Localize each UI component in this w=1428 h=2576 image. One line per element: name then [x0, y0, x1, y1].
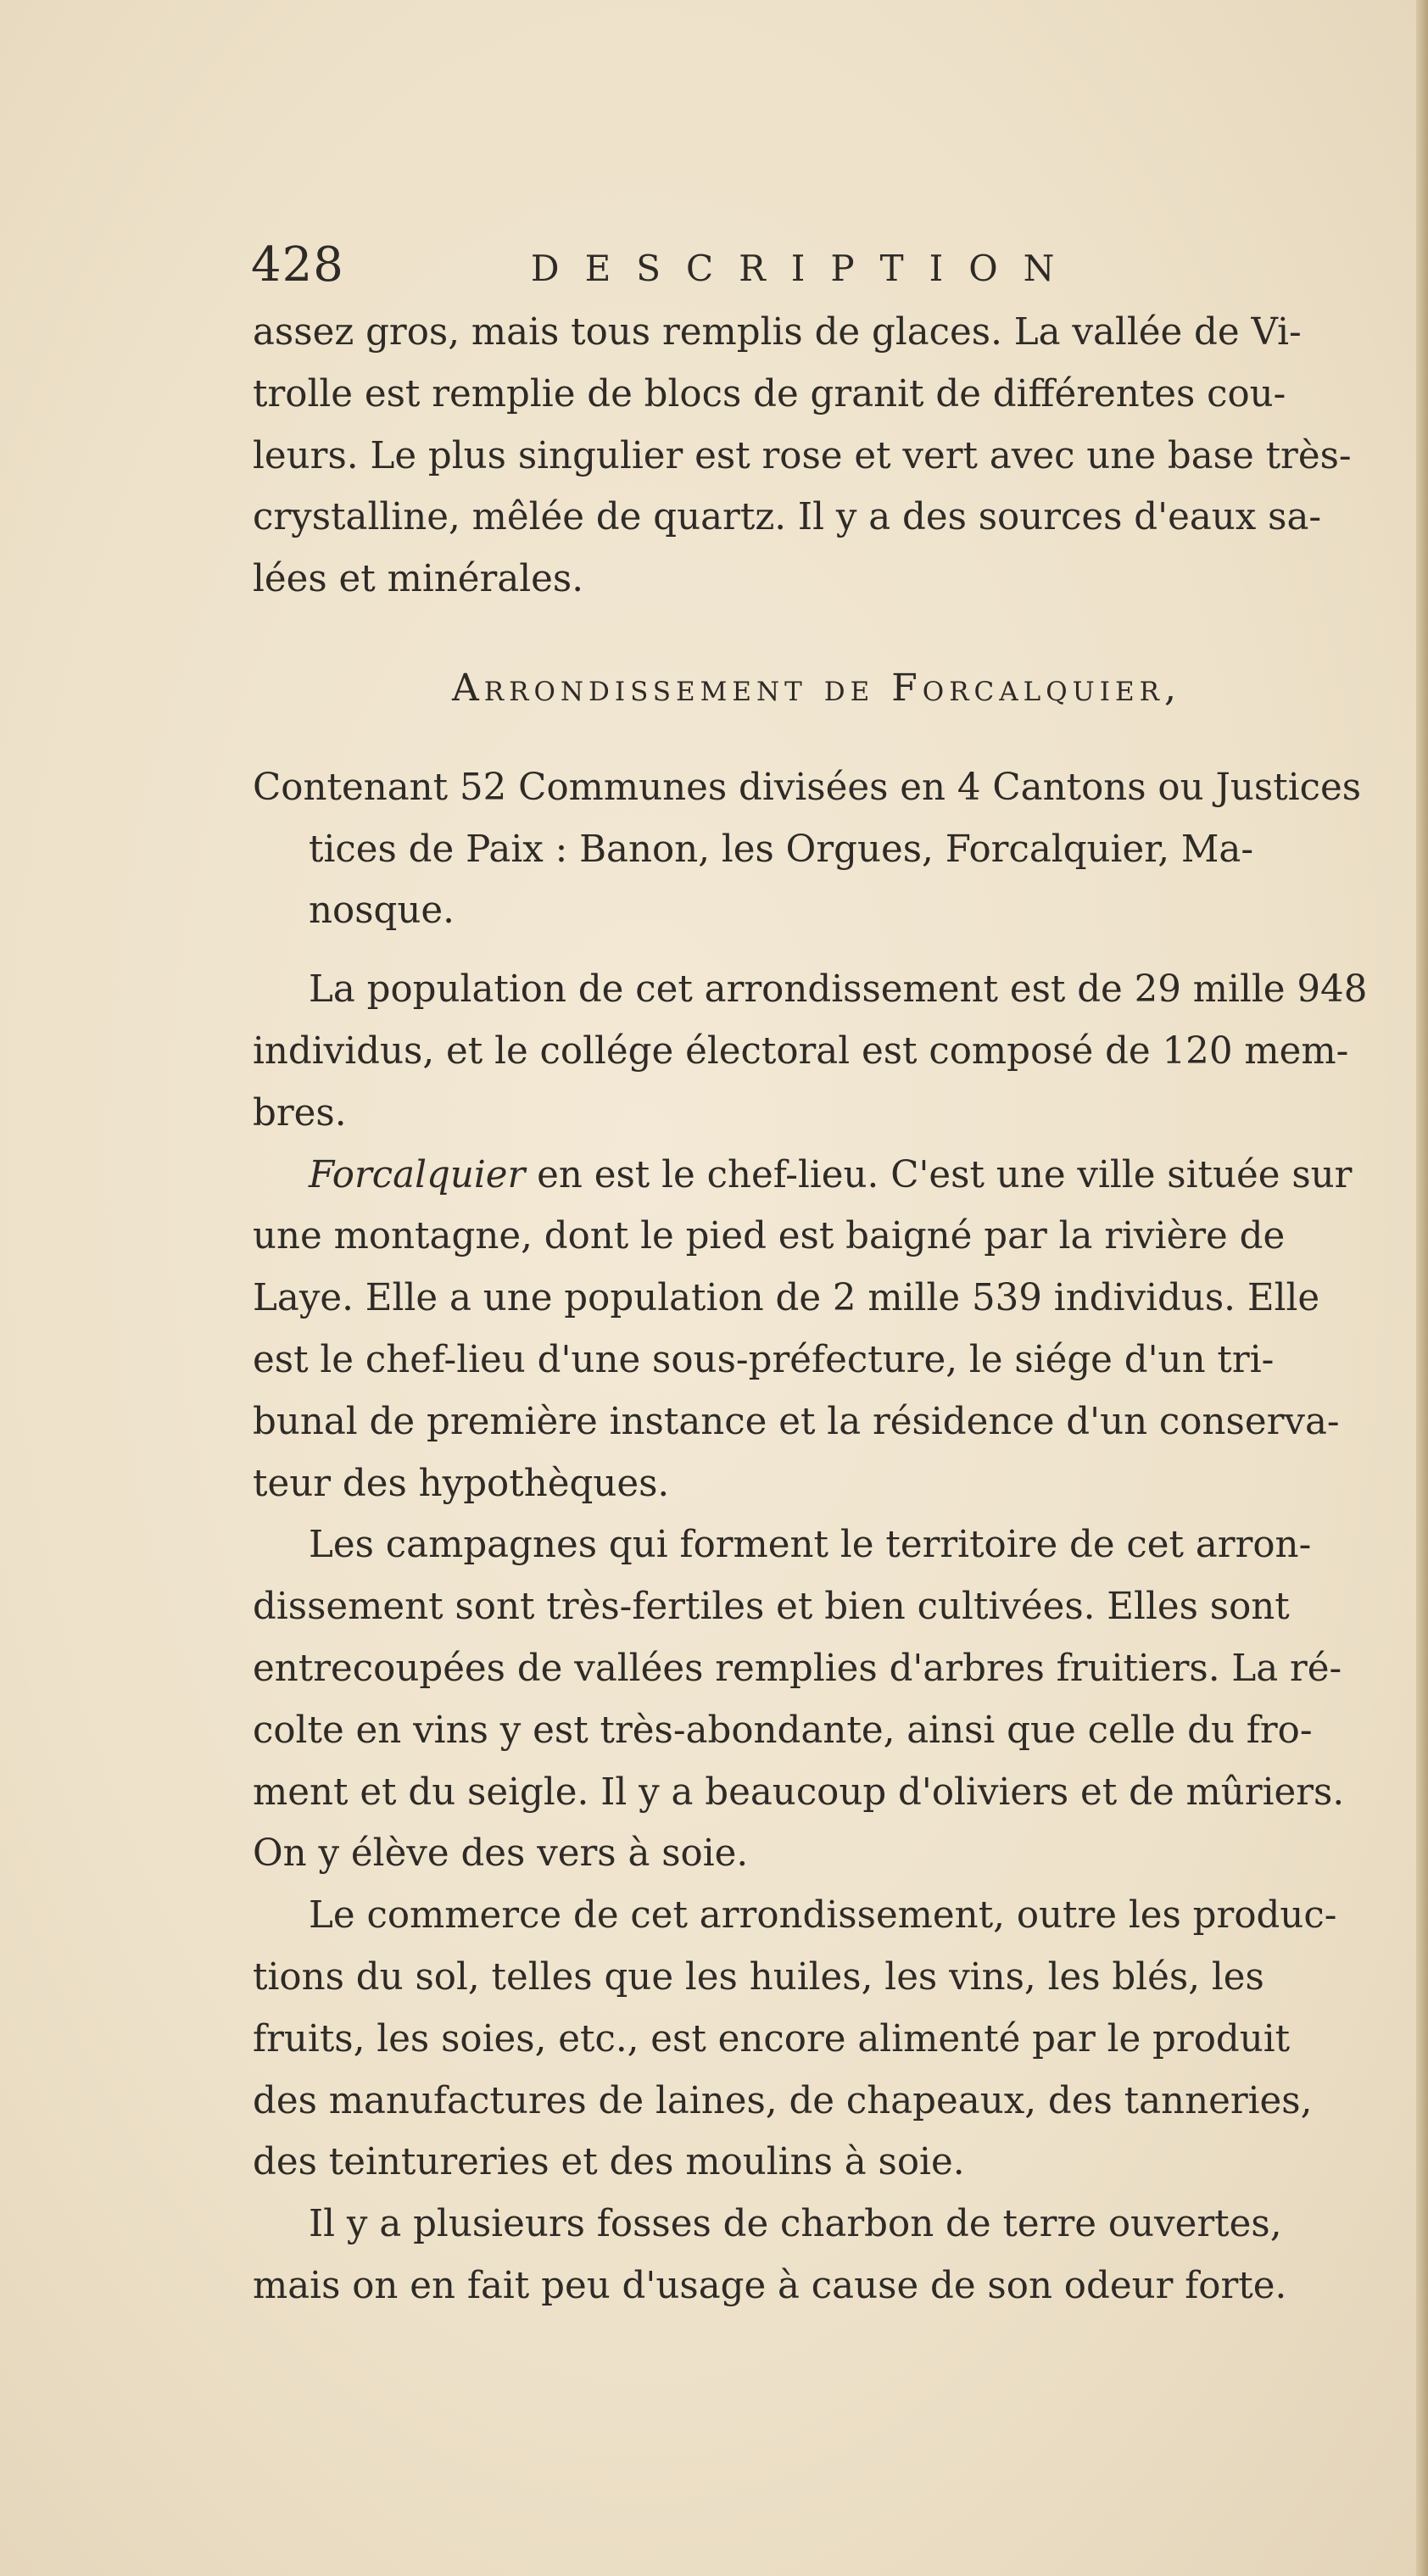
text-line: assez gros, mais tous remplis de glaces. La vallée de Vi-	[253, 311, 1302, 354]
text-line: tices de Paix : Banon, les Orgues, Forcalquier, Ma-	[309, 828, 1254, 871]
text-line: Il y a plusieurs fosses de charbon de terre ouvertes,	[309, 2203, 1282, 2246]
text-line: individus, et le collége électoral est composé de 120 mem-	[253, 1029, 1349, 1073]
place-name: Forcalquier	[309, 1153, 526, 1196]
text-line: ment et du seigle. Il y a beaucoup d'oliviers et de mûriers.	[253, 1770, 1345, 1814]
text-line: Les campagnes qui forment le territoire de cet arron-	[309, 1524, 1312, 1567]
running-head	[251, 237, 1192, 297]
text-line: Contenant 52 Communes divisées en 4 Cantons ou Justices	[253, 766, 1362, 809]
text-line: entrecoupées de vallées remplies d'arbres fruitiers. La ré-	[253, 1647, 1342, 1690]
text-line: trolle est remplie de blocs de granit de différentes cou-	[253, 372, 1286, 415]
text-line: lées et minérales.	[253, 558, 584, 601]
page-edge	[1416, 0, 1428, 2576]
section-title: Arrondissement de Forcalquier,	[451, 666, 1181, 710]
text-line: tions du sol, telles que les huiles, les vins, les blés, les	[253, 1955, 1264, 1999]
text-line: des manufactures de laines, de chapeaux, des tanneries,	[253, 2079, 1313, 2122]
text-line: crystalline, mêlée de quartz. Il y a des sources d'eaux sa-	[253, 496, 1322, 539]
paragraph-forcalquier	[253, 1145, 1381, 1515]
text-run: en est le chef-lieu. C'est une ville située sur	[525, 1153, 1353, 1196]
paragraph-charbon	[253, 2194, 1381, 2317]
text-line: des teintureries et des moulins à soie.	[253, 2141, 965, 2184]
text-line: colte en vins y est très-abondante, ainsi que celle du fro-	[253, 1709, 1313, 1752]
text-line: nosque.	[309, 889, 455, 933]
text-line: Le commerce de cet arrondissement, outre les produc-	[309, 1894, 1337, 1938]
text-line: dissement sont très-fertiles et bien cultivées. Elles sont	[253, 1586, 1290, 1629]
text-line: bunal de première instance et la résidence d'un conserva-	[253, 1400, 1340, 1443]
paragraph-campagnes	[253, 1514, 1381, 1885]
text-line	[253, 1145, 1381, 1207]
page-number: 428	[251, 237, 344, 293]
text-line: leurs. Le plus singulier est rose et vert avec une base très-	[253, 434, 1352, 477]
paragraph-population	[253, 959, 1381, 1144]
text-line: On y élève des vers à soie.	[253, 1832, 749, 1876]
text-line: mais on en fait peu d'usage à cause de son odeur forte.	[253, 2264, 1287, 2307]
text-line: La population de cet arrondissement est de 29 mille 948	[309, 968, 1368, 1012]
paragraph-glaces	[253, 302, 1381, 611]
text-line: teur des hypothèques.	[253, 1462, 670, 1505]
text-line: fruits, les soies, etc., est encore alimenté par le produit	[253, 2017, 1291, 2060]
body-text	[253, 302, 1381, 2317]
text-line: Laye. Elle a une population de 2 mille 539 individus. Elle	[253, 1277, 1320, 1320]
text-line: bres.	[253, 1091, 347, 1135]
running-title: DESCRIPTION	[530, 248, 1080, 289]
paragraph-commerce	[253, 1885, 1381, 2194]
text-line: est le chef-lieu d'une sous-préfecture, le siége d'un tri-	[253, 1338, 1275, 1381]
text-line: une montagne, dont le pied est baigné par la rivière de	[253, 1215, 1286, 1258]
paragraph-contenant	[253, 757, 1381, 942]
